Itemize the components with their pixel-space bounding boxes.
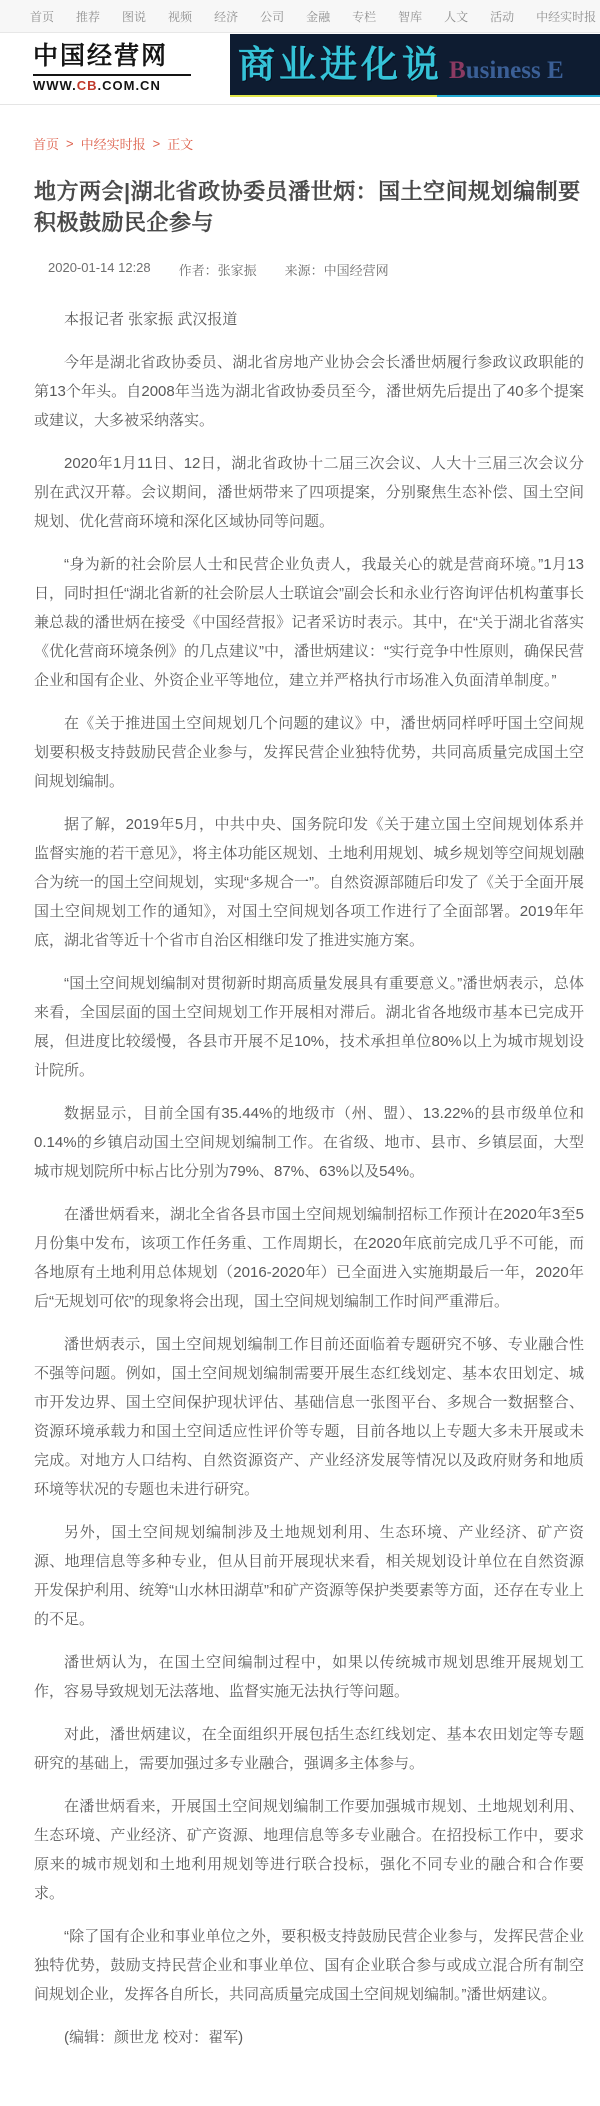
- article-paragraph: 本报记者 张家振 武汉报道: [64, 311, 238, 329]
- article-paragraph: 潘世炳认为，在国土空间编制过程中，如果以传统城市规划思维开展规划工作，容易导致规划无法落地、监督实施无法执行等问题。: [34, 1654, 584, 1701]
- nav-item-economy[interactable]: 经济: [214, 9, 239, 24]
- breadcrumb-section[interactable]: 中经实时报: [80, 137, 146, 152]
- banner-stripe-blue: [437, 95, 600, 97]
- article-paragraph: 在潘世炳看来，开展国土空间规划编制工作要加强城市规划、土地规划利用、生态环境、产业经济、矿产资源、地理信息等多专业融合。在招投标工作中，要求原来的城市规划和土地利用规划等进行联合投标，强化不同专业的融合和合作要求。: [34, 1798, 584, 1903]
- breadcrumb-separator: >: [66, 136, 74, 151]
- site-logo-url: [33, 78, 191, 93]
- article-source: 来源：中国经营网: [284, 263, 389, 279]
- nav-item-zj-realtime[interactable]: 中经实时报: [536, 9, 597, 24]
- nav-item-column[interactable]: 专栏: [352, 9, 377, 24]
- logo-url-suffix: .COM.CN: [97, 77, 161, 93]
- nav-item-recommend[interactable]: 推荐: [76, 9, 101, 24]
- nav-item-pictures[interactable]: 图说: [122, 9, 147, 24]
- article-paragraph: 2020年1月11日、12日，湖北省政协十二届三次会议、人大十三届三次会议分别在武汉开幕。会议期间，潘世炳带来了四项提案，分别聚焦生态补偿、国土空间规划、优化营商环境和深化区域协同等问题。: [34, 455, 584, 531]
- article-paragraph: “除了国有企业和事业单位之外，要积极支持鼓励民营企业参与，发挥民营企业独特优势，鼓励支持民营企业和事业单位、国有企业联合参与或成立混合所有制空间规划企业，发挥各自所长，共同高质量完成国土空间规划编制。”潘世炳建议。: [34, 1928, 584, 2004]
- logo-divider: [33, 74, 191, 76]
- article-author: 作者：张家振: [178, 263, 257, 279]
- banner-stripe-yellow: [230, 95, 437, 97]
- site-logo-title: 中国经营网: [33, 42, 169, 70]
- banner-title-en: [449, 58, 564, 83]
- article: [0, 176, 600, 2106]
- article-paragraph: 据了解，2019年5月，中共中央、国务院印发《关于建立国土空间规划体系并监督实施的若干意见》，将主体功能区规划、土地利用规划、城乡规划等空间规划融合为统一的国土空间规划，实现“多规合一”。自然资源部随后印发了《关于全面开展国土空间规划工作的通知》，对国土空间规划各项工作进行了全面部署。2019年年底，湖北省等近十个省市自治区相继印发了推进实施方案。: [34, 816, 584, 950]
- article-paragraph: 潘世炳表示，国土空间规划编制工作目前还面临着专题研究不够、专业融合性不强等问题。例如，国土空间规划编制需要开展生态红线划定、基本农田划定、城市开发边界、国土空间保护现状评估、基础信息一张图平台、多规合一数据整合、资源环境承载力和国土空间适应性评价等专题，目前各地以上专题大多未开展或未完成。对地方人口结构、自然资源资产、产业经济发展等情况以及政府财务和地质环境等状况的专题也未进行研究。: [34, 1336, 584, 1499]
- promo-banner[interactable]: [230, 34, 600, 97]
- top-nav: [0, 0, 600, 33]
- breadcrumb-home[interactable]: 首页: [33, 137, 60, 152]
- logo-url-prefix: WWW.: [33, 77, 77, 93]
- nav-item-video[interactable]: 视频: [168, 9, 193, 24]
- article-paragraph: “国土空间规划编制对贯彻新时期高质量发展具有重要意义。”潘世炳表示，总体来看，全国层面的国土空间规划工作开展相对滞后。湖北省各地级市基本已完成开展，但进度比较缓慢，各县市开展不足10%，技术承担单位80%以上为城市规划设计院所。: [34, 975, 584, 1080]
- nav-item-thinktank[interactable]: 智库: [398, 9, 423, 24]
- article-editor-note: (编辑：颜世龙 校对：翟军): [64, 2029, 244, 2047]
- banner-en-initial: B: [449, 57, 466, 84]
- article-paragraph: 在《关于推进国土空间规划几个问题的建议》中，潘世炳同样呼吁国土空间规划要积极支持鼓励民营企业参与，发挥民营企业独特优势，共同高质量完成国土空间规划编制。: [34, 715, 584, 791]
- nav-item-home[interactable]: 首页: [30, 9, 55, 24]
- article-paragraph: 另外，国土空间规划编制涉及土地规划利用、生态环境、产业经济、矿产资源、地理信息等多种专业，但从目前开展现状来看，相关规划设计单位在自然资源开发保护利用、统筹“山水林田湖草”和矿产资源等保护类要素等方面，还存在专业上的不足。: [34, 1524, 584, 1629]
- nav-item-finance[interactable]: 金融: [306, 9, 331, 24]
- article-title: 地方两会|湖北省政协委员潘世炳：国土空间规划编制要积极鼓励民企参与: [34, 179, 581, 236]
- article-paragraph: 今年是湖北省政协委员、湖北省房地产业协会会长潘世炳履行参政议政职能的第13个年头。自2008年当选为湖北省政协委员至今，潘世炳先后提出了40多个提案或建议，大多被采纳落实。: [34, 354, 584, 430]
- breadcrumb-separator: >: [152, 136, 161, 151]
- article-paragraph: “身为新的社会阶层人士和民营企业负责人，我最关心的就是营商环境。”1月13日，同时担任“湖北省新的社会阶层人士联谊会”副会长和永业行咨询评估机构董事长兼总裁的潘世炳在接受《中国经营报》记者采访时表示。其中，在“关于湖北省落实《优化营商环境条例》的几点建议”中，潘世炳建议：“实行竞争中性原则，确保民营企业和国有企业、外资企业平等地位，建立并严格执行市场准入负面清单制度。”: [34, 556, 584, 690]
- banner-title-cn: 商业进化说: [238, 44, 443, 85]
- article-date: 2020-01-14 12:28: [48, 260, 151, 276]
- article-paragraph: 对此，潘世炳建议，在全面组织开展包括生态红线划定、基本农田划定等专题研究的基础上，需要加强过多专业融合，强调多主体参与。: [34, 1726, 584, 1773]
- nav-item-company[interactable]: 公司: [260, 9, 285, 24]
- site-header: [0, 33, 600, 105]
- article-meta: [48, 260, 584, 279]
- site-logo[interactable]: [33, 43, 191, 93]
- article-body: [34, 305, 584, 2052]
- breadcrumb-current: 正文: [167, 137, 194, 152]
- breadcrumb: [33, 134, 600, 153]
- nav-item-humanities[interactable]: 人文: [444, 9, 469, 24]
- article-paragraph: 在潘世炳看来，湖北全省各县市国土空间规划编制招标工作预计在2020年3至5月份集中发布，该项工作任务重、工作周期长，在2020年底前完成几乎不可能，而各地原有土地利用总体规划（2016-2020年）已全面进入实施期最后一年，2020年后“无规划可依”的现象将会出现，国土空间规划编制工作时间严重滞后。: [34, 1206, 584, 1311]
- banner-stripe: [230, 95, 600, 97]
- promo-banner-text: [230, 34, 600, 91]
- logo-url-highlight: CB: [76, 77, 98, 93]
- article-paragraph: 数据显示，目前全国有35.44%的地级市（州、盟）、13.22%的县市级单位和0.14%的乡镇启动国土空间规划编制工作。在省级、地市、县市、乡镇层面，大型城市规划院所中标占比分别为79%、87%、63%以及54%。: [34, 1105, 584, 1181]
- banner-en-rest: usiness E: [465, 57, 564, 84]
- nav-item-activity[interactable]: 活动: [490, 9, 515, 24]
